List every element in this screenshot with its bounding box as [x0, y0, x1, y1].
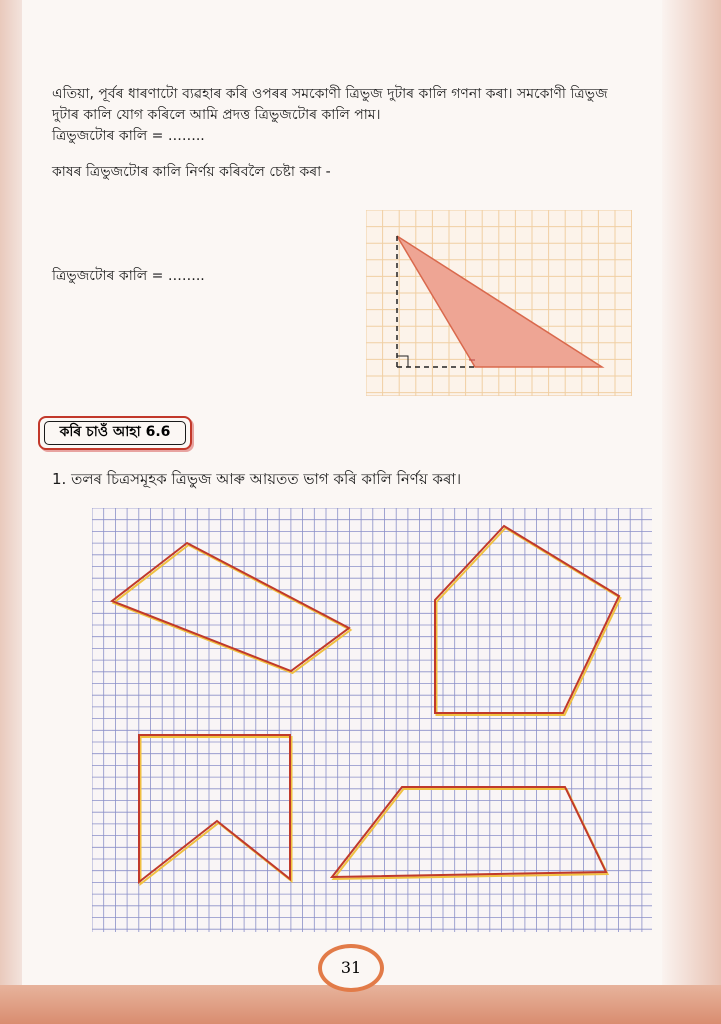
triangle-area-line: ত্ৰিভুজটোৰ কালি = ……..	[52, 268, 205, 284]
paragraph-line-2: দুটাৰ কালি যোগ কৰিলে আমি প্ৰদত্ত ত্ৰিভুজটোৰ কালি পাম।	[52, 107, 381, 123]
paragraph-line-4: কাষৰ ত্ৰিভুজটোৰ কালি নিৰ্ণয় কৰিবলৈ চেষ্টা কৰা -	[52, 164, 331, 180]
activity-heading: কৰি চাওঁ আহা 6.6	[44, 421, 186, 445]
shapes-grid-figure	[92, 508, 652, 932]
paragraph-line-3: ত্ৰিভুজটোৰ কালি = ……..	[52, 128, 205, 144]
triangle-grid-figure	[366, 210, 632, 396]
activity-heading-box	[38, 416, 192, 450]
paragraph-line-1: এতিয়া, পূৰ্বৰ ধাৰণাটো ব্যৱহাৰ কৰি ওপৰৰ সমকোণী ত্ৰিভুজ দুটাৰ কালি গণনা কৰা। সমকোণী ত্ৰিভুজ	[52, 86, 608, 102]
page-number-badge	[318, 944, 384, 992]
question-text: 1. তলৰ চিত্ৰসমূহক ত্ৰিভুজ আৰু আয়তত ভাগ কৰি কালি নিৰ্ণয় কৰা।	[52, 470, 462, 488]
page-number: 31	[340, 958, 362, 977]
